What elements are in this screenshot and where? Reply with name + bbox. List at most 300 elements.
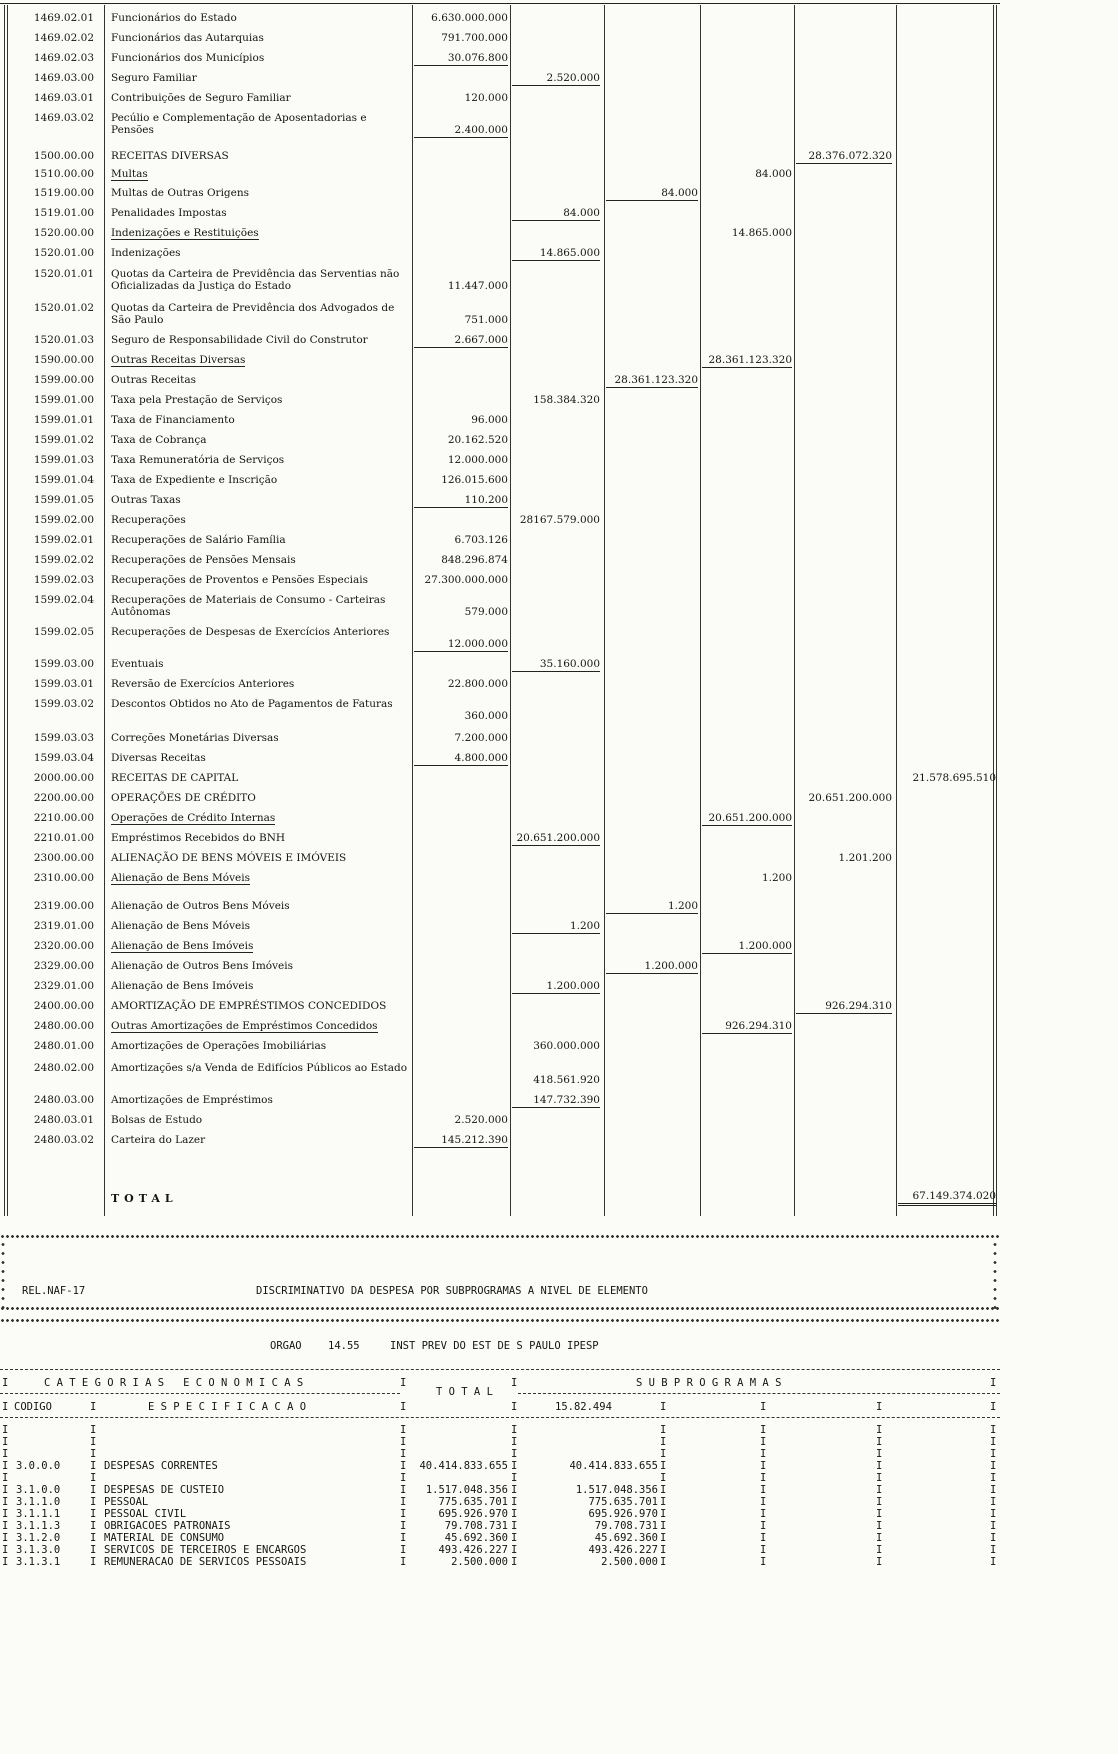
printout-bar: I bbox=[511, 1496, 518, 1508]
amount-c2: 158.384.320 bbox=[533, 394, 600, 406]
amount-c5: 20.651.200.000 bbox=[808, 792, 892, 804]
account-description-text: Indenizações bbox=[111, 247, 181, 259]
account-code: 1520.01.03 bbox=[33, 334, 94, 346]
amount-c1: 791.700.000 bbox=[441, 32, 508, 44]
printout-bar: I bbox=[876, 1556, 883, 1568]
printout-bar: I bbox=[760, 1448, 767, 1460]
printout-bar: I bbox=[990, 1508, 997, 1520]
account-code: 1469.02.03 bbox=[33, 52, 94, 64]
account-code: 1469.02.02 bbox=[33, 32, 94, 44]
account-description bbox=[111, 334, 411, 346]
account-description bbox=[111, 150, 411, 162]
account-description bbox=[111, 678, 411, 690]
printout-bar: I bbox=[511, 1424, 518, 1436]
printout-bar: I bbox=[760, 1496, 767, 1508]
dash-rule bbox=[518, 1393, 1000, 1394]
printout-bar: I bbox=[990, 1448, 997, 1460]
printout-bar: I bbox=[990, 1532, 997, 1544]
account-code: 2320.00.00 bbox=[33, 940, 94, 952]
printout-bar: I bbox=[876, 1520, 883, 1532]
account-description-text: Quotas da Carteira de Previdência dos Advogados de São Paulo bbox=[111, 302, 395, 326]
orgao-code: 14.55 bbox=[328, 1340, 360, 1352]
amount-c4: 84.000 bbox=[755, 168, 792, 180]
account-description-text: Recuperações bbox=[111, 514, 186, 526]
account-description-text: Alienação de Outros Bens Imóveis bbox=[111, 960, 294, 972]
account-description-text: Outras Amortizações de Empréstimos Concedidos bbox=[111, 1020, 378, 1032]
account-code: 2210.01.00 bbox=[33, 832, 94, 844]
printout-bar: I bbox=[2, 1496, 9, 1508]
header-codigo: CODIGO bbox=[14, 1401, 52, 1413]
account-description bbox=[111, 554, 411, 566]
account-code: 2480.02.00 bbox=[33, 1062, 94, 1074]
account-code: 1599.01.01 bbox=[33, 414, 94, 426]
printout-bar: I bbox=[760, 1436, 767, 1448]
ledger-rule bbox=[993, 5, 994, 1216]
amount-c1: 751.000 bbox=[464, 314, 508, 326]
expense-code: 3.1.1.3 bbox=[16, 1520, 61, 1532]
printout-bar: I bbox=[90, 1448, 97, 1460]
account-description bbox=[111, 168, 411, 180]
printout-bar: I bbox=[660, 1436, 667, 1448]
printout-bar: I bbox=[90, 1544, 97, 1556]
printout-row bbox=[0, 1520, 1000, 1532]
printout-bar: I bbox=[2, 1544, 9, 1556]
amount-c3: 1.200.000 bbox=[606, 960, 698, 974]
account-description-text: Recuperações de Salário Família bbox=[111, 534, 286, 546]
expense-subprogram-value: 695.926.970 bbox=[588, 1508, 658, 1520]
account-description-text: Amortizações s/a Venda de Edifícios Públicos ao Estado bbox=[111, 1062, 408, 1074]
printout-bar: I bbox=[990, 1556, 997, 1568]
account-code: 2319.01.00 bbox=[33, 920, 94, 932]
account-code: 1599.03.04 bbox=[33, 752, 94, 764]
amount-c1: 360.000 bbox=[464, 710, 508, 722]
account-description bbox=[111, 960, 411, 972]
printout-bar: I bbox=[400, 1496, 407, 1508]
asterisk-border bbox=[0, 1305, 1000, 1312]
account-description bbox=[111, 207, 411, 219]
report-title: DISCRIMINATIVO DA DESPESA POR SUBPROGRAMAS A NIVEL DE ELEMENTO bbox=[256, 1285, 648, 1297]
ledger-rule bbox=[604, 5, 605, 1216]
account-code: 1469.03.00 bbox=[33, 72, 94, 84]
amount-c3: 84.000 bbox=[606, 187, 698, 201]
printout-row bbox=[0, 1532, 1000, 1544]
account-description bbox=[111, 12, 411, 24]
account-description bbox=[111, 1000, 411, 1012]
account-code: 1519.00.00 bbox=[33, 187, 94, 199]
printout-bar: I bbox=[90, 1532, 97, 1544]
account-code: 2329.00.00 bbox=[33, 960, 94, 972]
account-code: 2400.00.00 bbox=[33, 1000, 94, 1012]
account-description bbox=[111, 698, 411, 710]
printout-bar: I bbox=[760, 1484, 767, 1496]
printout-bar: I bbox=[990, 1520, 997, 1532]
account-description bbox=[111, 354, 411, 366]
amount-c1: 848.296.874 bbox=[441, 554, 508, 566]
account-code: 1520.01.01 bbox=[33, 268, 94, 280]
account-description bbox=[111, 626, 411, 638]
printout-bar: I bbox=[2, 1484, 9, 1496]
printout-bar: I bbox=[990, 1424, 997, 1436]
printout-bar: I bbox=[876, 1460, 883, 1472]
account-description bbox=[111, 872, 411, 884]
account-description bbox=[111, 1020, 411, 1032]
printout-bar: I bbox=[2, 1472, 9, 1484]
printout-bar: I bbox=[760, 1424, 767, 1436]
account-code: 1469.02.01 bbox=[33, 12, 94, 24]
account-description bbox=[111, 812, 411, 824]
orgao-name: INST PREV DO EST DE S PAULO IPESP bbox=[390, 1340, 599, 1352]
amount-c5: 926.294.310 bbox=[796, 1000, 892, 1014]
account-description-text: Pecúlio e Complementação de Aposentadorias e Pensões bbox=[111, 112, 367, 136]
printout-bar: I bbox=[660, 1520, 667, 1532]
account-code: 1599.02.05 bbox=[33, 626, 94, 638]
account-code: 1599.00.00 bbox=[33, 374, 94, 386]
asterisk-border bbox=[0, 1233, 1000, 1240]
printout-bar: I bbox=[876, 1401, 883, 1413]
orgao-label: ORGAO bbox=[270, 1340, 302, 1352]
header-total: T O T A L bbox=[436, 1386, 493, 1398]
expense-description: PESSOAL CIVIL bbox=[104, 1508, 187, 1520]
ledger-rule bbox=[4, 5, 5, 1216]
account-code: 2480.01.00 bbox=[33, 1040, 94, 1052]
printout-bar: I bbox=[511, 1472, 518, 1484]
header-subprograma-code: 15.82.494 bbox=[555, 1401, 612, 1413]
amount-c1: 579.000 bbox=[464, 606, 508, 618]
account-description-text: Amortizações de Operações Imobiliárias bbox=[111, 1040, 327, 1052]
account-code: 2300.00.00 bbox=[33, 852, 94, 864]
account-description-text: Seguro Familiar bbox=[111, 72, 197, 84]
account-description bbox=[111, 732, 411, 744]
account-description bbox=[111, 454, 411, 466]
amount-c1: 2.667.000 bbox=[414, 334, 508, 348]
amount-c3: 1.200 bbox=[606, 900, 698, 914]
account-description bbox=[111, 227, 411, 239]
account-description-text: Alienação de Bens Móveis bbox=[111, 920, 250, 932]
asterisk-border bbox=[992, 1240, 998, 1312]
account-description-text: Operações de Crédito Internas bbox=[111, 812, 276, 824]
expense-code: 3.1.0.0 bbox=[16, 1484, 61, 1496]
printout-bar: I bbox=[2, 1520, 9, 1532]
printout-bar: I bbox=[660, 1532, 667, 1544]
expense-total: 45.692.360 bbox=[444, 1532, 508, 1544]
printout-bar: I bbox=[400, 1556, 407, 1568]
printout-bar: I bbox=[990, 1436, 997, 1448]
total-label: TOTAL bbox=[111, 1192, 178, 1205]
printout-bar: I bbox=[511, 1448, 518, 1460]
report-id: REL.NAF-17 bbox=[22, 1285, 86, 1297]
printout-bar: I bbox=[511, 1508, 518, 1520]
amount-c1: 6.630.000.000 bbox=[431, 12, 508, 24]
printout-bar: I bbox=[400, 1472, 407, 1484]
printout-bar: I bbox=[990, 1377, 997, 1389]
account-description bbox=[111, 1134, 411, 1146]
printout-bar: I bbox=[2, 1532, 9, 1544]
account-description bbox=[111, 594, 411, 618]
account-description bbox=[111, 832, 411, 844]
printout-bar: I bbox=[660, 1460, 667, 1472]
amount-c1: 120.000 bbox=[464, 92, 508, 104]
printout-bar: I bbox=[660, 1401, 667, 1413]
account-code: 1599.02.00 bbox=[33, 514, 94, 526]
account-description-text: Correções Monetárias Diversas bbox=[111, 732, 279, 744]
account-description-text: Diversas Receitas bbox=[111, 752, 206, 764]
expense-subprogram-value: 79.708.731 bbox=[594, 1520, 658, 1532]
expense-code: 3.1.2.0 bbox=[16, 1532, 61, 1544]
account-description bbox=[111, 1114, 411, 1126]
account-description bbox=[111, 187, 411, 199]
expense-description: DESPESAS CORRENTES bbox=[104, 1460, 218, 1472]
expense-description: MATERIAL DE CONSUMO bbox=[104, 1532, 225, 1544]
printout-bar: I bbox=[90, 1496, 97, 1508]
account-description-text: OPERAÇÕES DE CRÉDITO bbox=[111, 792, 256, 804]
amount-c5: 1.201.200 bbox=[838, 852, 892, 864]
amount-c4: 926.294.310 bbox=[702, 1020, 792, 1034]
account-description bbox=[111, 494, 411, 506]
account-description-text: Penalidades Impostas bbox=[111, 207, 227, 219]
account-code: 2200.00.00 bbox=[33, 792, 94, 804]
amount-c1: 2.400.000 bbox=[414, 124, 508, 138]
account-description-text: Alienação de Bens Imóveis bbox=[111, 980, 254, 992]
account-code: 1469.03.01 bbox=[33, 92, 94, 104]
account-code: 2210.00.00 bbox=[33, 812, 94, 824]
account-description-text: ALIENAÇÃO DE BENS MÓVEIS E IMÓVEIS bbox=[111, 852, 347, 864]
account-code: 1599.01.00 bbox=[33, 394, 94, 406]
printout-bar: I bbox=[760, 1460, 767, 1472]
expense-subprogram-value: 775.635.701 bbox=[588, 1496, 658, 1508]
amount-c1: 2.520.000 bbox=[454, 1114, 508, 1126]
expense-total: 695.926.970 bbox=[438, 1508, 508, 1520]
expense-subprogram-value: 40.414.833.655 bbox=[569, 1460, 658, 1472]
expense-description: PESSOAL bbox=[104, 1496, 149, 1508]
account-code: 1599.03.01 bbox=[33, 678, 94, 690]
account-description bbox=[111, 514, 411, 526]
amount-c2: 360.000.000 bbox=[533, 1040, 600, 1052]
account-code: 2480.03.01 bbox=[33, 1114, 94, 1126]
account-code: 1520.00.00 bbox=[33, 227, 94, 239]
account-description-text: Taxa pela Prestação de Serviços bbox=[111, 394, 283, 406]
account-description-text: Funcionários do Estado bbox=[111, 12, 237, 24]
header-subprogramas: S U B P R O G R A M A S bbox=[636, 1377, 782, 1389]
printout-bar: I bbox=[876, 1436, 883, 1448]
printout-bar: I bbox=[876, 1484, 883, 1496]
printout-bar: I bbox=[660, 1508, 667, 1520]
amount-c6: 21.578.695.510 bbox=[912, 772, 996, 784]
printout-bar: I bbox=[511, 1532, 518, 1544]
printout-bar: I bbox=[876, 1508, 883, 1520]
printout-bar: I bbox=[400, 1544, 407, 1556]
amount-c1: 12.000.000 bbox=[414, 638, 508, 652]
amount-c3: 28.361.123.320 bbox=[606, 374, 698, 388]
printout-bar: I bbox=[760, 1472, 767, 1484]
account-description-text: Taxa de Cobrança bbox=[111, 434, 207, 446]
printout-bar: I bbox=[760, 1544, 767, 1556]
account-code: 1599.02.01 bbox=[33, 534, 94, 546]
amount-c2: 1.200 bbox=[512, 920, 600, 934]
amount-c4: 14.865.000 bbox=[731, 227, 792, 239]
account-description bbox=[111, 112, 411, 136]
account-description-text: Alienação de Bens Móveis bbox=[111, 872, 250, 884]
account-description-text: Taxa de Financiamento bbox=[111, 414, 235, 426]
printout-bar: I bbox=[511, 1520, 518, 1532]
account-description bbox=[111, 534, 411, 546]
printout-bar: I bbox=[876, 1472, 883, 1484]
printout-row bbox=[0, 1556, 1000, 1568]
account-code: 2480.03.02 bbox=[33, 1134, 94, 1146]
amount-c1: 7.200.000 bbox=[454, 732, 508, 744]
amount-c2: 84.000 bbox=[512, 207, 600, 221]
printout-bar: I bbox=[760, 1401, 767, 1413]
printout-bar: I bbox=[990, 1460, 997, 1472]
expense-code: 3.1.3.0 bbox=[16, 1544, 61, 1556]
printout-bar: I bbox=[400, 1460, 407, 1472]
account-description bbox=[111, 900, 411, 912]
account-description-text: Eventuais bbox=[111, 658, 164, 670]
account-code: 2329.01.00 bbox=[33, 980, 94, 992]
account-description-text: Taxa de Expediente e Inscrição bbox=[111, 474, 278, 486]
account-code: 2319.00.00 bbox=[33, 900, 94, 912]
account-code: 1599.01.02 bbox=[33, 434, 94, 446]
account-description-text: RECEITAS DIVERSAS bbox=[111, 150, 229, 162]
printout-bar: I bbox=[90, 1472, 97, 1484]
expense-code: 3.1.1.0 bbox=[16, 1496, 61, 1508]
account-code: 1599.03.00 bbox=[33, 658, 94, 670]
printout-bar: I bbox=[400, 1377, 407, 1389]
account-description bbox=[111, 247, 411, 259]
account-description bbox=[111, 1062, 411, 1074]
printout-bar: I bbox=[90, 1401, 97, 1413]
account-code: 1510.00.00 bbox=[33, 168, 94, 180]
account-description-text: Outras Receitas Diversas bbox=[111, 354, 246, 366]
printout-bar: I bbox=[760, 1520, 767, 1532]
amount-c2: 14.865.000 bbox=[512, 247, 600, 261]
account-code: 1519.01.00 bbox=[33, 207, 94, 219]
amount-c1: 126.015.600 bbox=[441, 474, 508, 486]
amount-c2: 418.561.920 bbox=[533, 1074, 600, 1086]
printout-bar: I bbox=[90, 1460, 97, 1472]
printout-bar: I bbox=[660, 1496, 667, 1508]
account-code: 1469.03.02 bbox=[33, 112, 94, 124]
amount-c5: 28.376.072.320 bbox=[796, 150, 892, 164]
asterisk-border bbox=[0, 1240, 6, 1312]
amount-c4: 1.200 bbox=[761, 872, 792, 884]
expense-total: 40.414.833.655 bbox=[419, 1460, 508, 1472]
account-description-text: Outras Receitas bbox=[111, 374, 197, 386]
printout-bar: I bbox=[760, 1508, 767, 1520]
dash-rule bbox=[0, 1417, 1000, 1418]
expense-subprogram-value: 493.426.227 bbox=[588, 1544, 658, 1556]
expense-code: 3.0.0.0 bbox=[16, 1460, 61, 1472]
account-description bbox=[111, 1094, 411, 1106]
account-code: 1599.02.04 bbox=[33, 594, 94, 606]
account-code: 1599.01.05 bbox=[33, 494, 94, 506]
printout-row bbox=[0, 1460, 1000, 1472]
amount-c1: 20.162.520 bbox=[447, 434, 508, 446]
header-especificacao: E S P E C I F I C A C A O bbox=[148, 1401, 307, 1413]
printout-bar: I bbox=[400, 1508, 407, 1520]
account-description-text: Descontos Obtidos no Ato de Pagamentos de Faturas bbox=[111, 698, 393, 710]
account-code: 2480.03.00 bbox=[33, 1094, 94, 1106]
ledger-rule bbox=[412, 5, 413, 1216]
amount-c2: 35.160.000 bbox=[512, 658, 600, 672]
printout-bar: I bbox=[876, 1448, 883, 1460]
amount-c4: 20.651.200.000 bbox=[702, 812, 792, 826]
account-code: 2310.00.00 bbox=[33, 872, 94, 884]
amount-c2: 2.520.000 bbox=[512, 72, 600, 86]
asterisk-border bbox=[0, 1317, 1000, 1324]
printout-bar: I bbox=[511, 1436, 518, 1448]
printout-bar: I bbox=[511, 1401, 518, 1413]
expense-description: REMUNERACAO DE SERVICOS PESSOAIS bbox=[104, 1556, 307, 1568]
header-categorias: C A T E G O R I A S E C O N O M I C A S bbox=[44, 1377, 304, 1389]
amount-c2: 28167.579.000 bbox=[519, 514, 600, 526]
account-description bbox=[111, 658, 411, 670]
amount-c1: 30.076.800 bbox=[414, 52, 508, 66]
printout-bar: I bbox=[760, 1532, 767, 1544]
amount-c1: 22.800.000 bbox=[447, 678, 508, 690]
printout-bar: I bbox=[90, 1556, 97, 1568]
account-code: 1599.03.03 bbox=[33, 732, 94, 744]
printout-bar: I bbox=[876, 1424, 883, 1436]
top-rule bbox=[0, 3, 1000, 4]
amount-c1: 27.300.000.000 bbox=[424, 574, 508, 586]
amount-c1: 145.212.390 bbox=[414, 1134, 508, 1148]
printout-bar: I bbox=[990, 1472, 997, 1484]
printout-bar: I bbox=[400, 1484, 407, 1496]
account-description bbox=[111, 92, 411, 104]
account-description bbox=[111, 772, 411, 784]
account-description bbox=[111, 434, 411, 446]
printout-bar: I bbox=[2, 1436, 9, 1448]
printout-bar: I bbox=[90, 1424, 97, 1436]
account-description bbox=[111, 268, 411, 292]
account-code: 1599.01.04 bbox=[33, 474, 94, 486]
expense-description: OBRIGACOES PATRONAIS bbox=[104, 1520, 231, 1532]
account-description bbox=[111, 414, 411, 426]
ledger-rule bbox=[896, 5, 897, 1216]
printout-bar: I bbox=[660, 1472, 667, 1484]
printout-bar: I bbox=[990, 1544, 997, 1556]
printout-bar: I bbox=[876, 1496, 883, 1508]
printout-bar: I bbox=[400, 1520, 407, 1532]
printout-bar: I bbox=[90, 1508, 97, 1520]
amount-c2: 147.732.390 bbox=[512, 1094, 600, 1108]
expense-total: 79.708.731 bbox=[444, 1520, 508, 1532]
printout-bar: I bbox=[2, 1448, 9, 1460]
account-description-text: Recuperações de Materiais de Consumo - Carteiras Autônomas bbox=[111, 594, 386, 618]
amount-c4: 1.200.000 bbox=[702, 940, 792, 954]
account-description bbox=[111, 474, 411, 486]
ledger-rule bbox=[510, 5, 511, 1216]
expense-subprogram-value: 1.517.048.356 bbox=[575, 1484, 658, 1496]
account-description-text: Multas de Outras Origens bbox=[111, 187, 250, 199]
amount-c2: 1.200.000 bbox=[512, 980, 600, 994]
account-description-text: Multas bbox=[111, 168, 148, 180]
printout-bar: I bbox=[990, 1401, 997, 1413]
account-description-text: Recuperações de Proventos e Pensões Especiais bbox=[111, 574, 368, 586]
total-value: 67.149.374.020 bbox=[898, 1190, 996, 1206]
printout-row bbox=[0, 1508, 1000, 1520]
account-description-text: Indenizações e Restituições bbox=[111, 227, 259, 239]
printout-bar: I bbox=[660, 1556, 667, 1568]
printout-bar: I bbox=[511, 1484, 518, 1496]
account-code: 2480.00.00 bbox=[33, 1020, 94, 1032]
printout-bar: I bbox=[660, 1424, 667, 1436]
account-description bbox=[111, 852, 411, 864]
account-description-text: Alienação de Bens Imóveis bbox=[111, 940, 254, 952]
amount-c1: 110.200 bbox=[414, 494, 508, 508]
ledger-rule bbox=[104, 5, 105, 1216]
account-description-text: Bolsas de Estudo bbox=[111, 1114, 203, 1126]
